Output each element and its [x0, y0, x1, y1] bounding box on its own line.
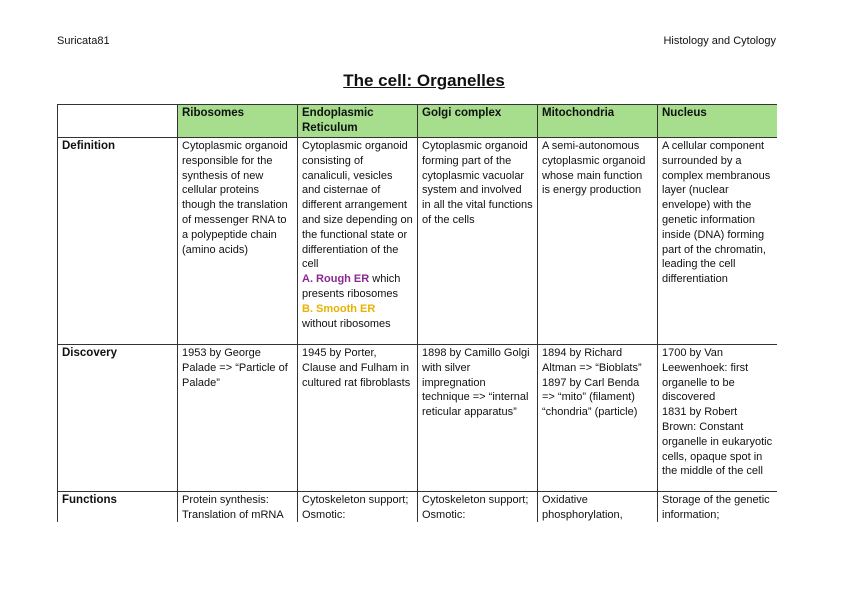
- column-header: Nucleus: [658, 105, 778, 138]
- column-header: Mitochondria: [538, 105, 658, 138]
- table-cell: 1945 by Porter, Clause and Fulham in cultured rat fibroblasts: [298, 345, 418, 492]
- row-header: Definition: [58, 138, 178, 345]
- smooth-er-text: without ribosomes: [302, 317, 391, 330]
- organelles-table: [57, 104, 777, 522]
- table-cell: [658, 345, 778, 492]
- table-row: [58, 345, 778, 492]
- table-row: [58, 138, 778, 345]
- table-cell: Protein synthesis: Translation of mRNA: [178, 492, 298, 523]
- table-cell: A semi-autonomous cytoplasmic organoid whose main function is energy production: [538, 138, 658, 345]
- nucleus-discovery-2: 1831 by Robert Brown: Constant organelle in eukaryotic cells, opaque spot in the middle of the cell: [662, 406, 773, 478]
- table-cell: Oxidative phosphorylation,: [538, 492, 658, 523]
- table-cell: Storage of the genetic information;: [658, 492, 778, 523]
- row-header: Discovery: [58, 345, 178, 492]
- page-title: The cell: Organelles: [343, 71, 505, 90]
- table-cell: [298, 138, 418, 345]
- table-cell: A cellular component surrounded by a complex membranous layer (nuclear envelope) with the genetic information inside (DNA) forming part of the chromatin, leading the cell differentiation: [658, 138, 778, 345]
- column-header: Golgi complex: [418, 105, 538, 138]
- table-header-row: [58, 105, 778, 138]
- nucleus-discovery-1: 1700 by Van Leewenhoek: first organelle to be discovered: [662, 347, 749, 404]
- rough-er-text: which presents ribosomes: [302, 273, 401, 300]
- mitochondria-discovery-2: 1897 by Carl Benda => “mito” (filament) “chondria” (particle): [542, 376, 640, 419]
- table-cell: Cytoskeleton support; Osmotic:: [298, 492, 418, 523]
- table-cell: Cytoskeleton support; Osmotic:: [418, 492, 538, 523]
- column-header: Endoplasmic Reticulum: [298, 105, 418, 138]
- table-row: [58, 492, 778, 523]
- table-cell: Cytoplasmic organoid responsible for the synthesis of new cellular proteins though the translation of messenger RNA to a polypeptide chain (amino acids): [178, 138, 298, 345]
- column-header: Ribosomes: [178, 105, 298, 138]
- table-cell: Cytoplasmic organoid forming part of the cytoplasmic vacuolar system and involved in all the vital functions of the cells: [418, 138, 538, 345]
- smooth-er-label: B. Smooth ER: [302, 302, 376, 315]
- organelles-table-container: [57, 104, 777, 522]
- corner-cell: [58, 105, 178, 138]
- table-cell: 1953 by George Palade => “Particle of Palade”: [178, 345, 298, 492]
- table-cell: 1898 by Camillo Golgi with silver impregnation technique => “internal reticular apparatus”: [418, 345, 538, 492]
- document-subject: Histology and Cytology: [663, 35, 776, 47]
- table-cell: [538, 345, 658, 492]
- row-header: Functions: [58, 492, 178, 523]
- document-author: Suricata81: [57, 35, 110, 47]
- er-definition-text: Cytoplasmic organoid consisting of canaliculi, vesicles and cisternae of different arrangement and size depending on the functional state or differentiation of the cell: [302, 140, 413, 271]
- mitochondria-discovery-1: 1894 by Richard Altman => “Bioblats”: [542, 347, 642, 374]
- rough-er-label: A. Rough ER: [302, 273, 370, 286]
